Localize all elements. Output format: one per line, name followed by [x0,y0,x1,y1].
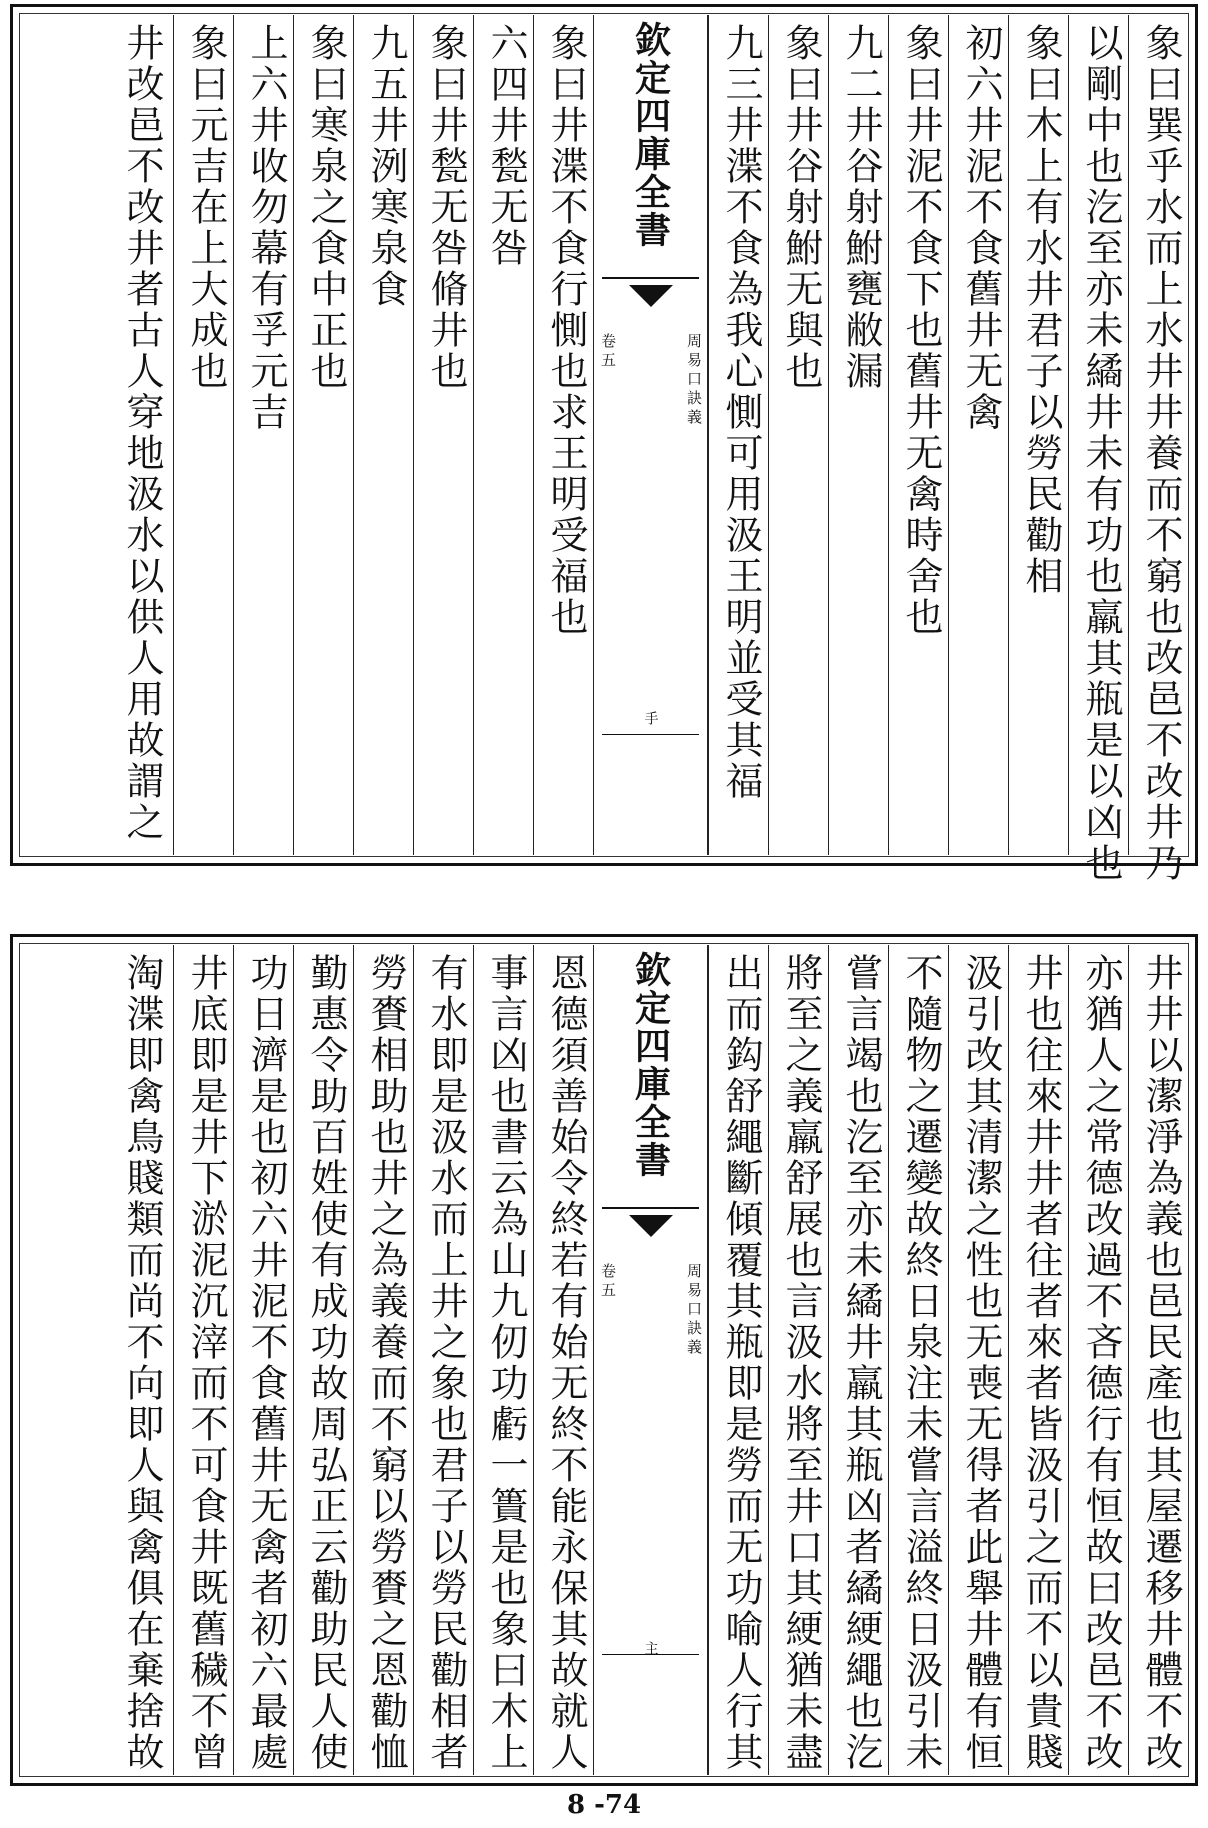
text-column [768,15,828,855]
text-column [21,945,173,1775]
text-column [173,945,233,1775]
text-column [533,945,593,1775]
text-column [353,945,413,1775]
banner-page-number: 主 [642,1641,659,1655]
text-column [1068,945,1128,1775]
bottom-page-panel [10,934,1198,1786]
column-text: 九三井渫不食為我心惻可用汲王明並受其福 [719,23,763,802]
column-text: 功日濟是也初六井泥不食舊井无禽者初六最處 [244,953,288,1773]
column-text: 象曰巽乎水而上水井井養而不窮也改邑不改井乃 [1139,23,1183,884]
column-text: 井也往來井井者往者來者皆汲引之而不以貴賤 [1019,953,1063,1773]
column-text: 初六井泥不食舊井无禽 [959,23,1003,433]
text-column [1128,945,1188,1775]
text-column [233,15,293,855]
column-text: 九二井谷射鮒甕敝漏 [839,23,883,392]
column-text: 有水即是汲水而上井之象也君子以勞民勸相者 [424,953,468,1773]
text-column [353,15,413,855]
text-column [708,945,768,1775]
text-column [173,15,233,855]
text-column [293,945,353,1775]
banner-book-title: 周易口訣義 [685,333,703,428]
column-text: 六四井甃无咎 [484,23,528,269]
column-text: 井改邑不改井者古人穿地汲水以供人用故謂之 [120,23,164,843]
text-column [948,15,1008,855]
top-page-panel [10,4,1198,884]
column-text: 淘渫即禽鳥賤類而尚不向即人與禽俱在棄捨故 [120,953,164,1773]
column-text: 象曰井泥不食下也舊井无禽時舍也 [899,23,943,638]
page-number: 8 -74 [566,1790,642,1820]
text-column [473,15,533,855]
text-column [1068,15,1128,884]
column-text: 亦猶人之常德改過不吝德行有恒故曰改邑不改 [1079,953,1123,1773]
text-column [768,945,828,1775]
column-text: 勞賚相助也井之為義養而不窮以勞賚之恩勸恤 [364,953,408,1773]
column-text: 以剛中也汔至亦未繘井未有功也羸其瓶是以凶也 [1079,23,1123,884]
text-column [888,945,948,1775]
column-text: 恩德須善始令終若有始无終不能永保其故就人 [544,953,588,1773]
text-column [888,15,948,855]
text-column [948,945,1008,1775]
text-column [1008,945,1068,1775]
column-text: 井底即是井下淤泥沉滓而不可食井既舊穢不曾 [184,953,228,1773]
column-text: 象曰井渫不食行惻也求王明受福也 [544,23,588,638]
column-text: 出而鈎舒繩斷傾覆其瓶即是勞而无功喻人行其 [719,953,763,1773]
banner-title: 欽定四庫全書 [629,21,672,249]
center-banner [593,945,708,1775]
column-text: 上六井收勿幕有孚元吉 [244,23,288,433]
banner-rule [602,734,699,735]
fish-tail-mark [602,1207,699,1243]
fish-tail-mark [602,277,699,313]
column-text: 不隨物之遷變故終日泉注未嘗言溢終日汲引未 [899,953,943,1773]
text-column [413,945,473,1775]
column-text: 象曰井甃无咎脩井也 [424,23,468,392]
banner-volume: 卷五 [599,1263,617,1301]
text-column [413,15,473,855]
text-column [1128,15,1188,884]
text-column [533,15,593,855]
text-column [708,15,768,855]
column-text: 九五井洌寒泉食 [364,23,408,310]
column-text: 象曰井谷射鮒无與也 [779,23,823,392]
banner-book-title: 周易口訣義 [685,1263,703,1358]
column-text: 事言凶也書云為山九仞功虧一簣是也象曰木上 [484,953,528,1773]
column-text: 勤惠令助百姓使有成功故周弘正云勸助民人使 [304,953,348,1773]
column-text: 汲引改其清潔之性也无喪无得者此舉井體有恒 [959,953,1003,1773]
text-column [1008,15,1068,855]
text-column [21,15,173,855]
text-column [473,945,533,1775]
column-text: 將至之義羸舒展也言汲水將至井口其綆猶未盡 [779,953,823,1773]
column-text: 井井以潔淨為義也邑民產也其屋遷移井體不改 [1139,953,1183,1773]
text-column [828,945,888,1775]
center-banner [593,15,708,855]
column-text: 象曰寒泉之食中正也 [304,23,348,392]
column-text: 象曰元吉在上大成也 [184,23,228,392]
column-text: 嘗言竭也汔至亦未繘井羸其瓶凶者繘綆繩也汔 [839,953,883,1773]
banner-volume: 卷五 [599,333,617,371]
text-column [293,15,353,855]
banner-page-number: 手 [642,711,659,725]
banner-title: 欽定四庫全書 [629,951,672,1179]
column-text: 象曰木上有水井君子以勞民勸相 [1019,23,1063,597]
text-column [828,15,888,855]
text-column [233,945,293,1775]
